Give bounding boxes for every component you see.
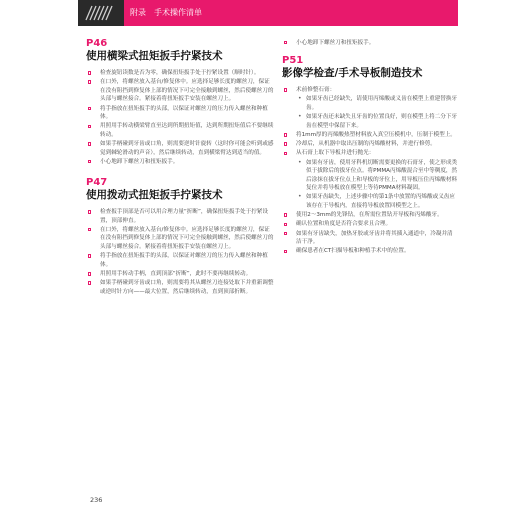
- checkbox-icon: [88, 210, 91, 213]
- procedure-title-p46: 使用横梁式扭矩扳手拧紧技术: [86, 50, 223, 62]
- checklist-item: 检查旋钮读数是否为零，确保扭矩扳手处于拧紧设置（顺时针）。: [86, 69, 274, 78]
- checkbox-icon: [88, 272, 91, 275]
- left-column: [86, 38, 274, 297]
- checkbox-icon: [284, 213, 287, 216]
- checklist-item: 如果手柄碰到牙齿或口角，则需要将其从螺丝刀连接处取下并重新调整或逆时针方向——最大位置，然后继续转动，直到顶部折断。: [86, 279, 274, 296]
- checkbox-icon: [284, 223, 287, 226]
- checklist-item: 小心地卸下螺丝刀和扭矩扳手。: [86, 158, 274, 167]
- book-page: [78, 0, 458, 520]
- checklist-item: 冷却后，从机器中取出压制的丙烯酸材料，并进行修剪。: [282, 140, 458, 149]
- checklist-item: 在口外，将螺丝放入基台/修复体中。应选择足够长度的螺丝刀，保证在没有阻挡到修复体上部的情况下可完全接触到螺丝，然后使螺丝刀的头部与螺丝接合。紧接着将扭矩扳手安装在螺丝刀上。: [86, 78, 274, 104]
- checklist-item: 确保患者在CT扫描导板和种植手术中的位置。: [282, 247, 458, 256]
- checkbox-icon: [284, 250, 287, 253]
- checklist-subitem: • 如果牙齿缺失，上述步骤中的第1条中放置的丙烯酸或义齿应该存在于导板内，直接将导板放置回模型之上。: [298, 193, 455, 210]
- checkbox-icon: [284, 152, 287, 155]
- spiral-binding-icon: [82, 2, 116, 24]
- procedure-code-p47: P47: [86, 177, 108, 189]
- checkbox-icon: [88, 160, 91, 163]
- checkbox-icon: [284, 142, 287, 145]
- checklist-p47-continued: [282, 39, 458, 48]
- checklist-subitem: • 如果有牙齿，使用牙科机切断需要更换的石膏牙，使之形成类似于拔除后的拔牙位点。将PMMA丙烯酸混合至中等稠度，然后涂抹在拔牙位点上和导板的牙位上，用导板压住丙烯酸材料复位并将导板放在模型上等待PMMA材料凝固。: [298, 158, 458, 192]
- procedure-code-p46: P46: [86, 38, 108, 49]
- checklist-item: 将手指放在扭矩扳手的头部，以保证对螺丝刀的压力传入螺丝和种植体。: [86, 252, 274, 269]
- bullet-icon: •: [298, 95, 302, 103]
- procedure-code-p51: P51: [282, 55, 304, 67]
- checklist-item: 术前修整石膏：: [282, 86, 458, 95]
- checklist-p51: [282, 86, 458, 256]
- checkbox-icon: [284, 41, 287, 44]
- checklist-item: 确认位置和角度是否符合要求且合理。: [282, 220, 458, 229]
- checklist-item: 如果有牙齿缺失，加热牙胶或牙齿并将其插入通道中，冷凝并清洁干净。: [282, 230, 458, 247]
- procedure-title-p47: 使用拨动式扭矩扳手拧紧技术: [86, 189, 223, 202]
- checkbox-icon: [88, 71, 91, 74]
- bullet-icon: •: [298, 158, 302, 166]
- checkbox-icon: [88, 254, 91, 257]
- checkbox-icon: [284, 88, 287, 91]
- checklist-item: 检查扳手顶部是否可以用合理力量“折断”，确保扭矩扳手处于拧紧设置，顶部伸直。: [86, 208, 274, 225]
- right-column: [282, 38, 458, 257]
- checkbox-icon: [284, 232, 287, 235]
- checklist-p46: [86, 69, 274, 167]
- checkbox-icon: [88, 281, 91, 284]
- page-number: 236: [90, 496, 103, 504]
- checklist-item: 将手指放在扭矩扳手的头部，以保证对螺丝刀的压力传入螺丝和种植体。: [86, 105, 274, 122]
- checkbox-icon: [284, 133, 287, 136]
- checkbox-icon: [88, 80, 91, 83]
- checklist-item: 用照用手转动手柄，直到顶部“折断”，此时不要再继续转动。: [86, 270, 274, 279]
- header-bar: [78, 0, 458, 26]
- checkbox-icon: [88, 125, 91, 128]
- checklist-item: 从石膏上取下导板并进行抛光：: [282, 149, 458, 158]
- checklist-item: 在口外，将螺丝放入基台/修复体中。应选择足够长度的螺丝刀，保证在没有阻挡到修复体上部的情况下可完全接触到螺丝，然后使螺丝刀的头部与螺丝接合。紧接着将扭矩扳手安装在螺丝刀上。: [86, 226, 274, 252]
- checkbox-icon: [88, 142, 91, 145]
- checklist-item: 将1mm厚的丙烯酸热塑材料放入真空压模机中，压制于模型上。: [282, 131, 458, 140]
- checklist-item: 使用2～3mm的先锋钻，在所需位置钻开导板和丙烯酸牙。: [282, 211, 458, 220]
- checklist-p47: [86, 208, 274, 296]
- checkbox-icon: [88, 228, 91, 231]
- bullet-icon: •: [298, 193, 302, 201]
- checklist-item: 小心地卸下螺丝刀和扭矩扳手。: [282, 39, 458, 48]
- checklist-item: 如果手柄碰到牙齿或口角，则需要逆时针旋转（这时你可能会听到或感觉到棘轮滑动的声音），然后继续转动，直到横梁臂达到适当的值。: [86, 140, 274, 157]
- checkbox-icon: [88, 107, 91, 110]
- section-tag: 附录 手术操作清单: [124, 0, 458, 26]
- checklist-subitem: • 如果牙齿还未缺失且牙齿的位置良好，则在模型上将二分下牙齿在模型中保留下来。: [298, 113, 458, 129]
- bullet-icon: •: [298, 113, 302, 121]
- checklist-subitem: • 如果牙齿已经缺失，请使用丙烯酸或义齿在模型上重建替换牙齿。: [298, 95, 458, 111]
- procedure-title-p51: 影像学检查/手术导板制造技术: [282, 67, 423, 80]
- checklist-item: 用照用手转动横梁臂直至达到所期扭矩值，达到所期扭矩值后不要继续转动。: [86, 122, 274, 139]
